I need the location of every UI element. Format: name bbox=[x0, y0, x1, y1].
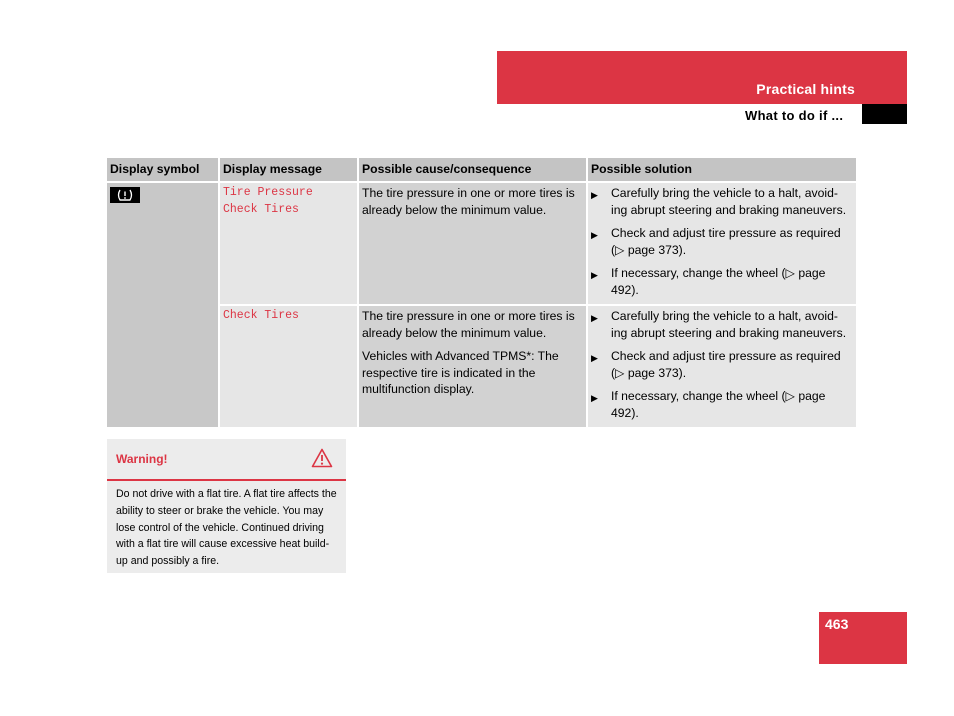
bullet-arrow-icon: ▶ bbox=[591, 353, 598, 363]
solution-item bbox=[591, 308, 853, 341]
cause-cell bbox=[358, 305, 587, 427]
cause-text: The tire pressure in one or more tires is already below the minimum value. bbox=[362, 309, 575, 340]
table-header-row bbox=[107, 158, 856, 182]
solution-cell bbox=[587, 305, 856, 427]
display-message-line: Tire Pressure bbox=[223, 186, 313, 199]
bullet-arrow-icon: ▶ bbox=[591, 313, 598, 323]
column-header: Possible cause/consequence bbox=[358, 158, 587, 182]
bullet-arrow-icon: ▶ bbox=[591, 190, 598, 200]
bullet-arrow-icon: ▶ bbox=[591, 270, 598, 280]
section-marker bbox=[862, 104, 907, 124]
cause-cell bbox=[358, 182, 587, 305]
column-header: Display message bbox=[219, 158, 358, 182]
warning-triangle-icon bbox=[311, 448, 333, 473]
display-messages-table bbox=[107, 158, 856, 427]
table-row bbox=[107, 182, 856, 305]
page-number-box bbox=[819, 612, 907, 664]
solution-item bbox=[591, 388, 853, 421]
solution-text: If necessary, change the wheel (▷ page 492). bbox=[611, 389, 826, 420]
solution-text: Check and adjust tire pressure as required (▷ page 373). bbox=[611, 226, 841, 257]
column-header: Possible solution bbox=[587, 158, 856, 182]
cause-text: Vehicles with Advanced TPMS*: The respective tire is indicated in the multifunction display. bbox=[362, 349, 559, 396]
display-message-cell bbox=[219, 305, 358, 427]
display-message-cell bbox=[219, 182, 358, 305]
solution-text: Carefully bring the vehicle to a halt, avoid-ing abrupt steering and braking maneuvers. bbox=[611, 186, 847, 217]
page-number: 463 bbox=[825, 616, 849, 632]
section-title: What to do if ... bbox=[745, 108, 844, 123]
column-header: Display symbol bbox=[107, 158, 219, 182]
bullet-arrow-icon: ▶ bbox=[591, 230, 598, 240]
solution-item bbox=[591, 265, 853, 298]
solution-text: Carefully bring the vehicle to a halt, avoid-ing abrupt steering and braking maneuvers. bbox=[611, 309, 847, 340]
display-symbol-cell bbox=[107, 182, 219, 427]
table-row bbox=[107, 305, 856, 427]
warning-text: Do not drive with a flat tire. A flat tire affects the ability to steer or brake the vehicle. You may lose control of the vehicle. Continued driving with a flat tire will cause excessive heat build-up and possibly a fire. bbox=[116, 488, 337, 568]
solution-cell bbox=[587, 182, 856, 305]
solution-text: Check and adjust tire pressure as required (▷ page 373). bbox=[611, 349, 841, 380]
chapter-header bbox=[497, 51, 907, 104]
warning-box bbox=[107, 439, 346, 573]
display-message-line: Check Tires bbox=[223, 309, 299, 322]
display-message-line: Check Tires bbox=[223, 202, 299, 216]
solution-item bbox=[591, 225, 853, 258]
warning-header bbox=[107, 439, 346, 481]
tire-pressure-warning-icon bbox=[110, 187, 140, 203]
chapter-title: Practical hints bbox=[756, 81, 855, 97]
solution-item bbox=[591, 348, 853, 381]
solution-text: If necessary, change the wheel (▷ page 492). bbox=[611, 266, 826, 297]
warning-label: Warning! bbox=[116, 452, 168, 466]
solution-item bbox=[591, 185, 853, 218]
bullet-arrow-icon: ▶ bbox=[591, 393, 598, 403]
cause-text: The tire pressure in one or more tires is already below the minimum value. bbox=[362, 186, 575, 217]
